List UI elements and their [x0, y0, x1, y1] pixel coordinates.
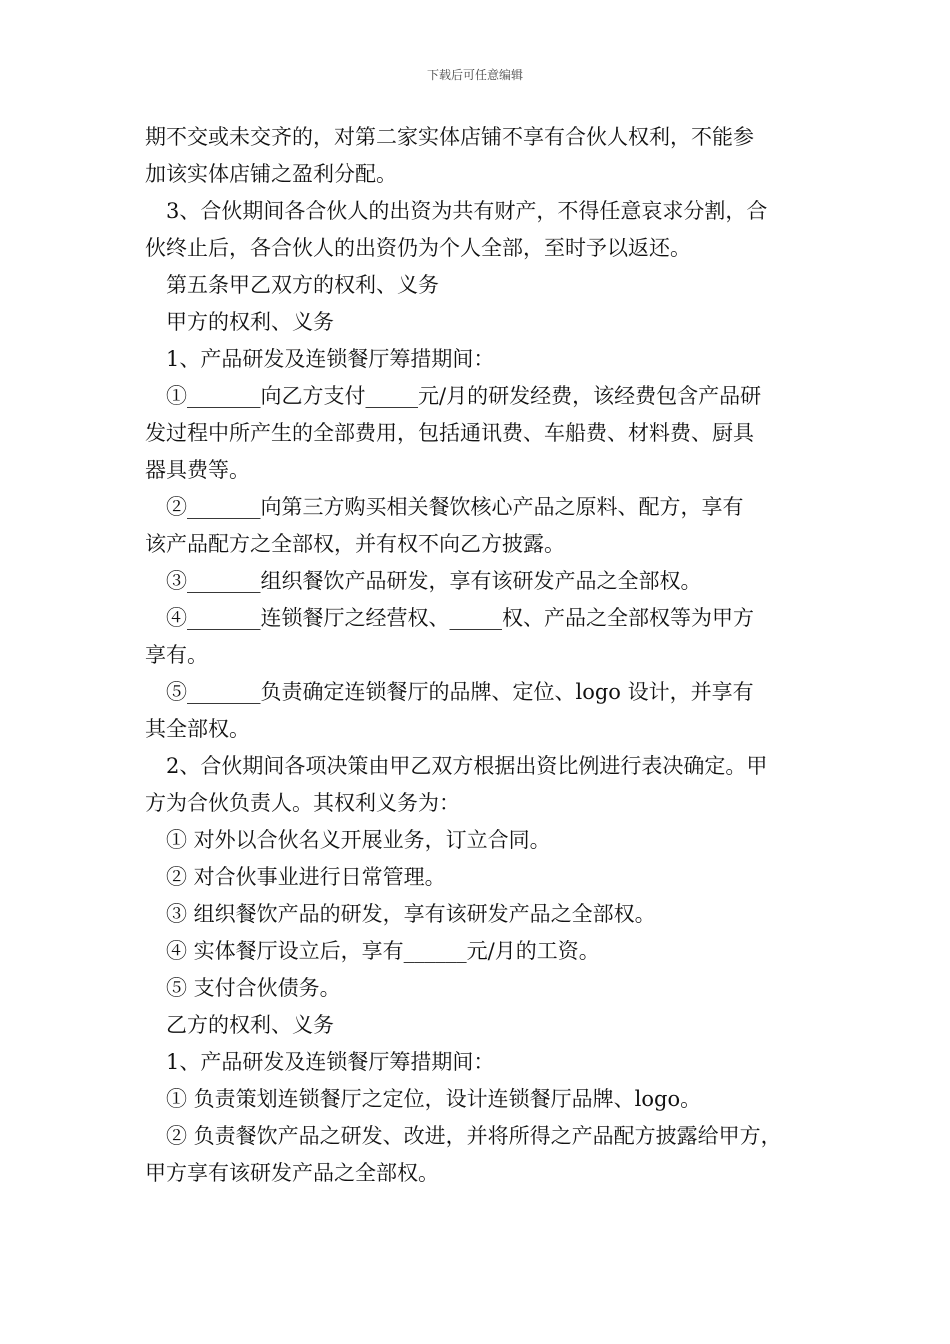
text-line: 器具费等。 [145, 458, 250, 482]
text-line: ③_______组织餐饮产品研发，享有该研发产品之全部权。 [166, 569, 702, 593]
text-line: ③ 组织餐饮产品的研发，享有该研发产品之全部权。 [166, 902, 656, 926]
text-line: 其全部权。 [145, 717, 250, 741]
text-line: ② 负责餐饮产品之研发、改进，并将所得之产品配方披露给甲方， [166, 1124, 782, 1148]
text-line: 期不交或未交齐的，对第二家实体店铺不享有合伙人权利，不能参 [145, 125, 754, 149]
text-line: ① 对外以合伙名义开展业务，订立合同。 [166, 828, 551, 852]
text-line: 1、产品研发及连锁餐厅筹措期间： [166, 1050, 495, 1074]
text-line: ①_______向乙方支付_____元/月的研发经费，该经费包含产品研 [166, 384, 762, 408]
text-line: ④ 实体餐厅设立后，享有______元/月的工资。 [166, 939, 600, 963]
text-line: ⑤ 支付合伙债务。 [166, 976, 341, 1000]
text-line: 享有。 [145, 643, 208, 667]
text-line: 该产品配方之全部权，并有权不向乙方披露。 [145, 532, 565, 556]
text-line: ②_______向第三方购买相关餐饮核心产品之原料、配方，享有 [166, 495, 744, 519]
text-line: 加该实体店铺之盈利分配。 [145, 162, 397, 186]
text-line: 第五条甲乙双方的权利、义务 [166, 273, 439, 297]
text-line: 3、合伙期间各合伙人的出资为共有财产，不得任意哀求分割，合 [166, 199, 768, 223]
text-line: 伙终止后，各合伙人的出资仍为个人全部，至时予以返还。 [145, 236, 691, 260]
text-line: ① 负责策划连锁餐厅之定位，设计连锁餐厅品牌、logo。 [166, 1087, 702, 1111]
text-line: 方为合伙负责人。其权利义务为： [145, 791, 460, 815]
document-body [145, 119, 825, 1192]
text-line: 1、产品研发及连锁餐厅筹措期间： [166, 347, 495, 371]
text-line: 甲方的权利、义务 [166, 310, 334, 334]
text-line: 发过程中所产生的全部费用，包括通讯费、车船费、材料费、厨具 [145, 421, 754, 445]
text-line: 2、合伙期间各项决策由甲乙双方根据出资比例进行表决确定。甲 [166, 754, 768, 778]
text-line: 乙方的权利、义务 [166, 1013, 334, 1037]
text-line: ⑤_______负责确定连锁餐厅的品牌、定位、logo 设计，并享有 [166, 680, 754, 704]
text-line: ② 对合伙事业进行日常管理。 [166, 865, 446, 889]
text-line: 甲方享有该研发产品之全部权。 [145, 1161, 439, 1185]
page-header: 下载后可任意编辑 [426, 68, 523, 82]
text-line: ④_______连锁餐厅之经营权、_____权、产品之全部权等为甲方 [166, 606, 754, 630]
